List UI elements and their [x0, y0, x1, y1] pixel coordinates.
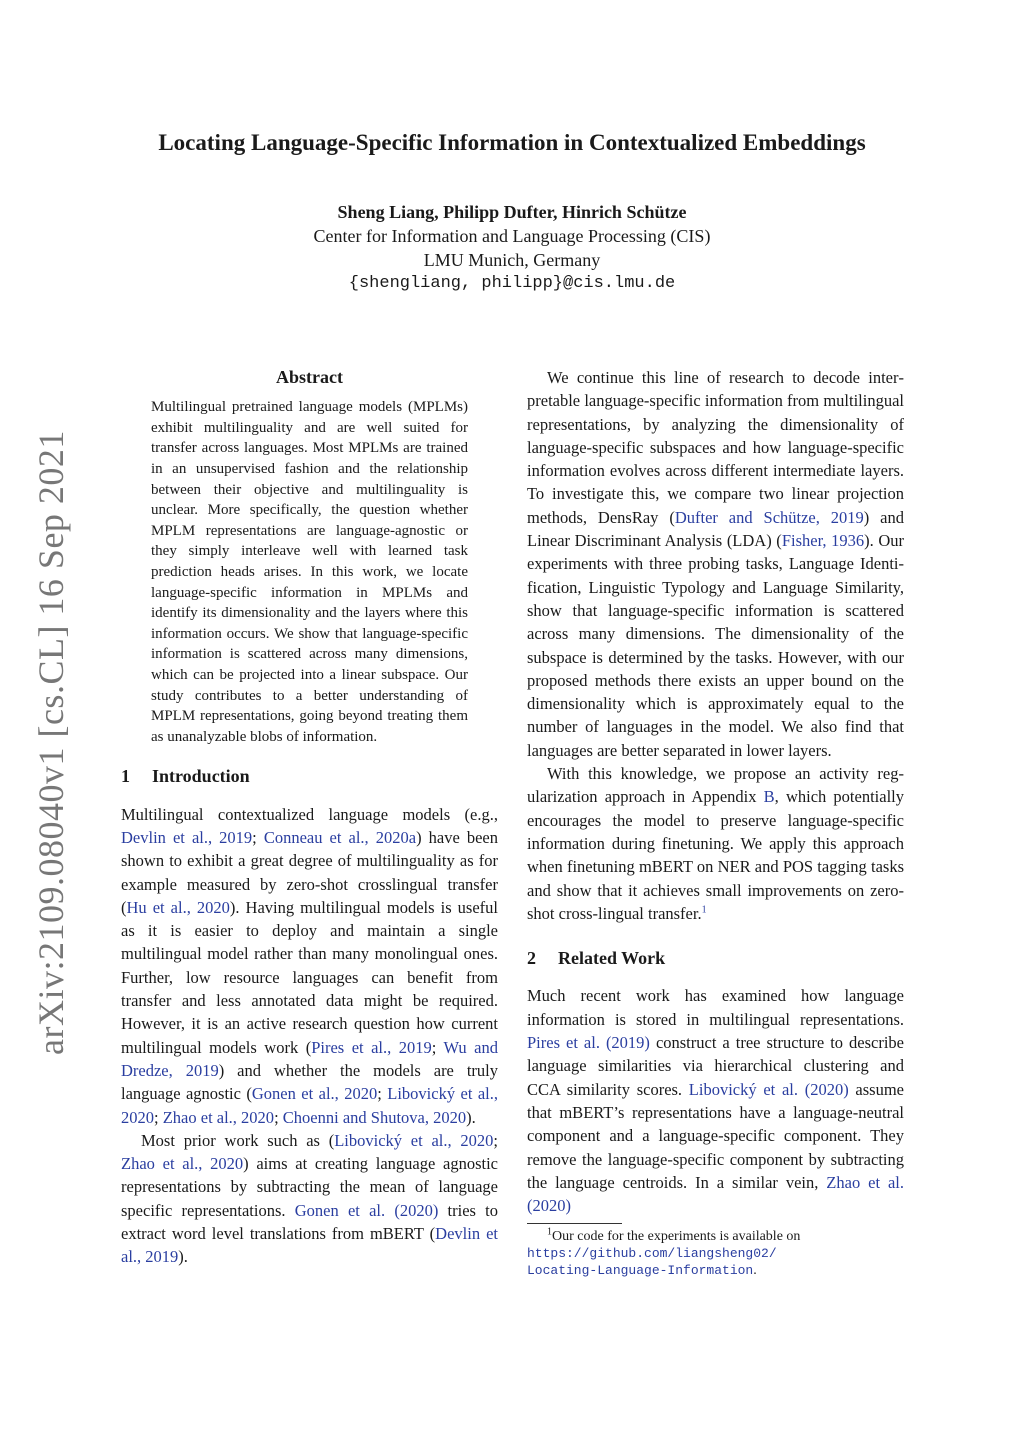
- citation-link[interactable]: B: [763, 787, 775, 807]
- text-run: ;: [274, 1107, 283, 1127]
- text-run: ) aims at creating language agnostic representations by subtracting the mean of language specific representations.: [121, 1154, 498, 1220]
- footnote-url-line1[interactable]: https://github.com/liangsheng02/: [527, 1246, 777, 1262]
- citation-link[interactable]: Wu and Dredze, 2019: [121, 1037, 498, 1080]
- citation-link[interactable]: Zhao et al. (2020): [527, 1172, 905, 1216]
- related-heading: [527, 947, 904, 970]
- citation-link[interactable]: Dufter and Schütze, 2019: [674, 507, 864, 527]
- text-run: ) and Linear Discriminant Analysis (LDA) (: [527, 507, 904, 551]
- text-run: With this knowledge, we propose an activity regularization approach in Appendix: [527, 764, 904, 807]
- text-run: assume that mBERT’s representations have a language-neutral component and a language-specific component. They remove the language-specific component by subtracting the language centroids. In a similar vein,: [527, 1079, 904, 1192]
- text-run: tries to extract word level translations from mBERT (: [121, 1200, 499, 1244]
- arxiv-stamp: arXiv:2109.08040v1 [cs.CL] 16 Sep 2021: [31, 430, 71, 1055]
- citation-link[interactable]: Devlin et al., 2019: [121, 1224, 498, 1267]
- footnote-marker[interactable]: 1: [701, 904, 707, 916]
- intro-paragraph-1: [121, 803, 498, 1129]
- right-column: [527, 366, 904, 1279]
- abstract-heading: Abstract: [276, 367, 343, 387]
- citation-link[interactable]: Libovický et al., 2020: [121, 1084, 498, 1127]
- text-run: ;: [377, 1084, 388, 1104]
- left-column: [121, 366, 498, 1269]
- text-run: Multilingual contextualized language models (e.g.,: [121, 804, 498, 824]
- text-run: ) and whether the models are truly language agnostic (: [121, 1060, 498, 1104]
- text-run: ) have been shown to exhibit a great degree of multilinguality as for example measured by zero-shot crosslingual transfer (: [121, 827, 498, 917]
- author-names: Sheng Liang, Philipp Dufter, Hinrich Schütze: [337, 202, 687, 222]
- text-run: ).: [178, 1247, 188, 1267]
- footnote: [527, 1228, 904, 1245]
- text-run: ;: [252, 827, 264, 847]
- paper-title: Locating Language-Specific Information in Contextualized Embeddings: [158, 130, 866, 155]
- section-number: 1: [121, 766, 130, 787]
- related-paragraph: [527, 984, 904, 1217]
- section-number: 2: [527, 948, 536, 969]
- location: LMU Munich, Germany: [423, 250, 601, 270]
- citation-link[interactable]: Pires et al. (2019): [527, 1033, 650, 1053]
- text-run: ).: [466, 1107, 476, 1127]
- text-run: ;: [154, 1107, 163, 1127]
- author-email: {shengliang, philipp}@cis.lmu.de: [348, 274, 676, 293]
- citation-link[interactable]: Libovický et al., 2020: [334, 1130, 494, 1150]
- citation-link[interactable]: Libovický et al. (2020): [688, 1079, 849, 1099]
- text-run: ). Having multilingual models is useful as it is easier to deploy and maintain a single multilingual model rather than many monolingual ones. Further, low resource languages can benefit from transfer and less annotated data might be required. However, it is an active research question how current multilingual models work (: [121, 897, 498, 1057]
- footnote-url-line2[interactable]: Locating-Language-Information: [527, 1263, 754, 1279]
- citation-link[interactable]: Choenni and Shutova, 2020: [282, 1107, 467, 1127]
- abstract-text: Multilingual pretrained language models (MPLMs) exhibit multilinguality and are well suited for transfer across languages. Most MPLMs are trained in an unsupervised fashion and the relationship between their objective and multilinguality is unclear. More specifically, the question whether MPLM representations are language-agnostic or they simply interleave well with learned task prediction heads arises. In this work, we locate language-specific information in MPLMs and identify its dimensionality and the layers where this information occurs. We show that language-specific information is scattered across many dimensions, which can be projected into a linear subspace. Our study contributes to a better understanding of MPLM representations, going beyond treating them as unanalyzable blobs of information.: [151, 399, 468, 745]
- footnote-number: 1: [547, 1226, 552, 1238]
- text-run: ). Our experiments with three probing tasks, Language Identification, Linguistic Typology and Language Similarity, show that language-specific information is scattered across many dimensions. The dimensionality of the subspace is determined by the tasks. However, with our proposed methods there exists an upper bound on the dimensionality which is approximately equal to the number of languages in the model. We also find that languages are better separated in lower layers.: [527, 531, 904, 760]
- footnote-period: .: [753, 1263, 757, 1279]
- text-run: We continue this line of research to decode interpretable language-specific information from multilingual representations, by analyzing the dimensionality of language-specific subspaces and how language-specific information evolves across different intermediate layers. To investigate this, we compare two linear projection methods, DensRay (: [527, 368, 904, 527]
- section-title: Related Work: [558, 948, 666, 969]
- section-title: Introduction: [152, 766, 250, 787]
- citation-link[interactable]: Gonen et al. (2020): [294, 1200, 439, 1220]
- footnote-link[interactable]: [527, 1245, 904, 1279]
- citation-link[interactable]: Fisher, 1936: [781, 531, 865, 551]
- footnote-text: Our code for the experiments is available on: [552, 1229, 801, 1245]
- citation-link[interactable]: Devlin et al., 2019: [121, 827, 253, 847]
- body-paragraph-1: [527, 366, 904, 762]
- citation-link[interactable]: Hu et al., 2020: [126, 897, 230, 917]
- citation-link[interactable]: Gonen et al., 2020: [251, 1084, 378, 1104]
- citation-link[interactable]: Conneau et al., 2020a: [263, 827, 417, 847]
- text-run: Most prior work such as (: [141, 1130, 335, 1150]
- text-run: ;: [493, 1130, 498, 1150]
- footnote-divider: [527, 1223, 622, 1224]
- text-run: construct a tree structure to describe language similarities via hierarchical clustering and CCA similarity scores.: [527, 1033, 904, 1099]
- body-paragraph-2: [527, 762, 904, 925]
- citation-link[interactable]: Pires et al., 2019: [311, 1037, 432, 1057]
- text-run: , which potentially encourages the model to preserve language-specific information during finetuning. We apply this approach when finetuning mBERT on NER and POS tagging tasks and show that it achieves small improvements on zero-shot cross-lingual transfer.: [527, 787, 904, 923]
- affiliation: Center for Information and Language Processing (CIS): [313, 226, 711, 246]
- text-run: Much recent work has examined how language information is stored in multilingual representations.: [527, 986, 904, 1029]
- text-run: ;: [431, 1037, 444, 1057]
- citation-link[interactable]: Zhao et al., 2020: [162, 1107, 275, 1127]
- citation-link[interactable]: Zhao et al., 2020: [121, 1154, 244, 1174]
- author-block: [0, 200, 1024, 296]
- intro-heading: [121, 765, 498, 788]
- intro-paragraph-2: [121, 1129, 498, 1269]
